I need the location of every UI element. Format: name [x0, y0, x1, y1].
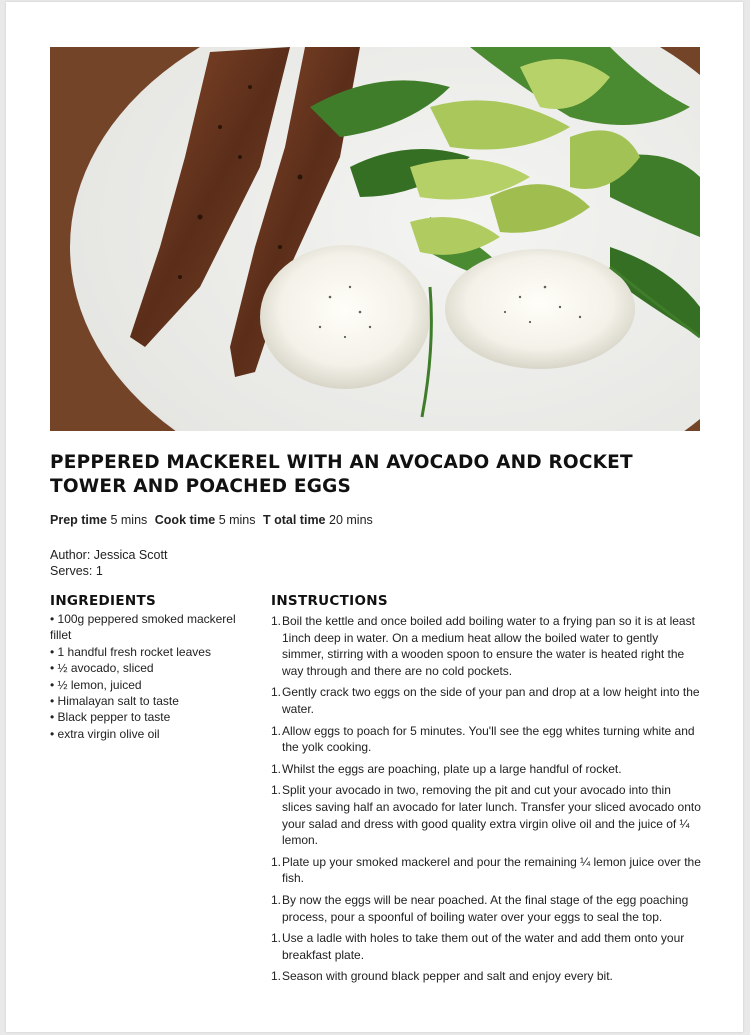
- step-text: Allow eggs to poach for 5 minutes. You'll see the egg whites turning white and the yolk cooking.: [282, 723, 695, 755]
- step-number: 1.: [271, 761, 282, 776]
- recipe-times: [50, 513, 377, 527]
- cook-time-value: 5 mins: [218, 513, 256, 527]
- step-text: Use a ladle with holes to take them out of the water and add them onto your breakfast plate.: [282, 931, 685, 962]
- ingredient-item: • Black pepper to taste: [50, 710, 171, 725]
- total-time-value: 20 mins: [329, 513, 373, 527]
- step-number: 1.: [271, 685, 282, 700]
- instructions-section: [271, 593, 701, 990]
- step-number: 1.: [271, 892, 282, 907]
- instruction-step: [271, 723, 701, 756]
- step-text: Season with ground black pepper and salt and enjoy every bit.: [282, 969, 613, 984]
- instruction-step: [271, 684, 701, 717]
- recipe-meta: [50, 547, 167, 579]
- recipe-page: [6, 2, 743, 1032]
- ingredients-list: [50, 611, 250, 742]
- serves: Serves: 1: [50, 564, 103, 578]
- cook-time-label: Cook time: [154, 513, 216, 527]
- ingredient-item: • 100g peppered smoked mackerel fillet: [50, 612, 236, 643]
- step-number: 1.: [271, 723, 282, 738]
- instructions-heading: INSTRUCTIONS: [271, 593, 388, 609]
- step-text: Split your avocado in two, removing the pit and cut your avocado into thin slices saving half an avocado for later lunch. Transfer your sliced avocado onto your salad and dress with good quality extra virgin olive oil and the juice of ¼ lemon.: [282, 783, 701, 848]
- instruction-step: [271, 761, 701, 778]
- instruction-step: [271, 613, 701, 679]
- ingredients-section: [50, 593, 250, 742]
- step-text: Whilst the eggs are poaching, plate up a large handful of rocket.: [282, 761, 622, 776]
- step-number: 1.: [271, 931, 282, 946]
- author: Author: Jessica Scott: [50, 548, 168, 562]
- step-number: 1.: [271, 969, 282, 984]
- step-number: 1.: [271, 854, 282, 869]
- instruction-step: [271, 892, 701, 925]
- step-text: By now the eggs will be near poached. At the final stage of the egg poaching process, pour a spoonful of boiling water over your eggs to seal the top.: [282, 892, 689, 924]
- step-number: 1.: [271, 614, 282, 628]
- total-time-label: T otal time: [263, 513, 326, 527]
- instruction-step: [271, 782, 701, 848]
- recipe-title: PEPPERED MACKEREL WITH AN AVOCADO AND ROCKET TOWER AND POACHED EGGS: [50, 452, 633, 497]
- ingredient-item: • extra virgin olive oil: [50, 726, 160, 741]
- ingredient-item: • Himalayan salt to taste: [50, 694, 179, 709]
- step-text: Gently crack two eggs on the side of your pan and drop at a low height into the water.: [282, 685, 700, 716]
- ingredient-item: • ½ lemon, juiced: [50, 677, 142, 692]
- poached-egg-2: [445, 249, 635, 369]
- ingredient-item: • ½ avocado, sliced: [50, 661, 154, 676]
- prep-time-label: Prep time: [50, 513, 107, 527]
- step-number: 1.: [271, 783, 282, 798]
- ingredient-item: • 1 handful fresh rocket leaves: [50, 644, 211, 659]
- instructions-list: [271, 613, 701, 985]
- prep-time-value: 5 mins: [110, 513, 148, 527]
- step-text: Plate up your smoked mackerel and pour the remaining ¼ lemon juice over the fish.: [282, 854, 701, 886]
- food-photo: [50, 47, 700, 431]
- instruction-step: [271, 930, 701, 963]
- instruction-step: [271, 968, 701, 985]
- step-text: Boil the kettle and once boiled add boiling water to a frying pan so it is at least 1inch deep in water. On a medium heat allow the boiled water to gently simmer, stirring with a wooden spoon to ensure the water is heated right the way through and there are no cold pockets.: [282, 614, 695, 678]
- instruction-step: [271, 854, 701, 887]
- poached-egg-1: [260, 245, 430, 389]
- ingredients-heading: INGREDIENTS: [50, 593, 157, 609]
